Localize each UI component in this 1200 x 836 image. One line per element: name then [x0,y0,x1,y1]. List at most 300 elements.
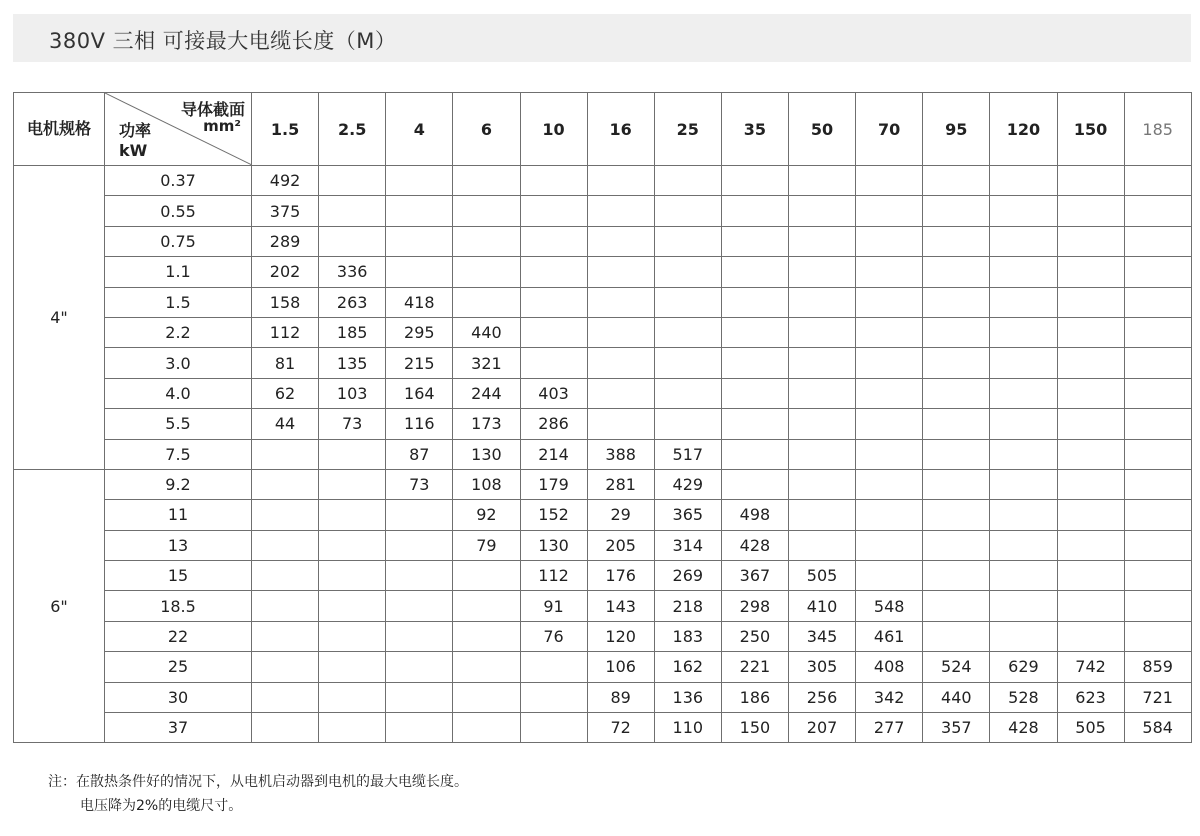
corner-header [105,93,252,166]
length-cell [1124,530,1191,560]
length-cell [587,196,654,226]
power-cell: 30 [105,682,252,712]
length-cell: 120 [587,621,654,651]
length-cell: 73 [319,409,386,439]
column-header: 50 [789,93,856,166]
section-header-label: 导体截面 [180,100,245,119]
length-cell [990,287,1057,317]
length-cell: 321 [453,348,520,378]
length-cell: 256 [789,682,856,712]
length-cell: 548 [856,591,923,621]
column-header: 70 [856,93,923,166]
length-cell [789,530,856,560]
length-cell [386,561,453,591]
length-cell [1124,469,1191,499]
length-cell: 221 [721,652,788,682]
length-cell: 629 [990,652,1057,682]
length-cell: 492 [252,166,319,196]
length-cell [587,409,654,439]
length-cell: 136 [654,682,721,712]
power-header-label [119,121,151,161]
length-cell [1124,257,1191,287]
length-cell [453,257,520,287]
length-cell: 429 [654,469,721,499]
length-cell [789,469,856,499]
column-header: 120 [990,93,1057,166]
length-cell [1057,317,1124,347]
length-cell: 524 [923,652,990,682]
length-cell: 721 [1124,682,1191,712]
length-cell: 106 [587,652,654,682]
length-cell [789,196,856,226]
length-cell [789,226,856,256]
length-cell [319,439,386,469]
length-cell [386,530,453,560]
length-cell [923,409,990,439]
length-cell: 281 [587,469,654,499]
power-cell: 1.5 [105,287,252,317]
length-cell [386,166,453,196]
length-cell: 135 [319,348,386,378]
length-cell [587,226,654,256]
length-cell [1057,287,1124,317]
table-row [14,196,1192,226]
length-cell [654,378,721,408]
length-cell: 183 [654,621,721,651]
column-header: 25 [654,93,721,166]
length-cell: 365 [654,500,721,530]
column-header: 4 [386,93,453,166]
power-cell: 1.1 [105,257,252,287]
column-header: 1.5 [252,93,319,166]
length-cell [319,561,386,591]
length-cell: 158 [252,287,319,317]
column-header: 185 [1124,93,1191,166]
length-cell [721,348,788,378]
power-cell: 0.75 [105,226,252,256]
footnote-line-1: 注：在散热条件好的情况下，从电机启动器到电机的最大电缆长度。 [48,774,468,790]
length-cell [721,166,788,196]
length-cell: 295 [386,317,453,347]
length-cell [453,713,520,743]
length-cell [386,713,453,743]
power-cell: 25 [105,652,252,682]
length-cell [520,196,587,226]
table-row [14,317,1192,347]
length-cell: 528 [990,682,1057,712]
length-cell [923,287,990,317]
length-cell: 143 [587,591,654,621]
length-cell: 76 [520,621,587,651]
length-cell [1057,530,1124,560]
power-label: 功率 [119,121,152,140]
power-cell: 2.2 [105,317,252,347]
length-cell [1057,469,1124,499]
table-row [14,621,1192,651]
length-cell [856,166,923,196]
power-cell: 18.5 [105,591,252,621]
length-cell [856,287,923,317]
length-cell [990,317,1057,347]
length-cell [1057,348,1124,378]
length-cell [856,317,923,347]
length-cell [453,621,520,651]
length-cell: 388 [587,439,654,469]
length-cell [789,409,856,439]
length-cell [520,166,587,196]
table-row [14,652,1192,682]
length-cell [856,226,923,256]
length-cell [856,439,923,469]
length-cell: 375 [252,196,319,226]
table-row [14,591,1192,621]
length-cell [453,287,520,317]
length-cell [252,621,319,651]
length-cell [587,348,654,378]
length-cell [923,196,990,226]
length-cell [319,682,386,712]
length-cell [386,196,453,226]
length-cell [252,713,319,743]
motor-spec-cell: 4" [14,166,105,470]
length-cell [721,196,788,226]
length-cell [654,287,721,317]
length-cell: 130 [453,439,520,469]
power-cell: 11 [105,500,252,530]
cable-length-table [13,92,1192,743]
length-cell [923,317,990,347]
length-cell: 162 [654,652,721,682]
length-cell: 289 [252,226,319,256]
length-cell [721,226,788,256]
length-cell [1057,166,1124,196]
length-cell [1057,621,1124,651]
length-cell [252,500,319,530]
length-cell [789,287,856,317]
length-cell: 440 [453,317,520,347]
length-cell [923,591,990,621]
length-cell [990,530,1057,560]
length-cell [990,409,1057,439]
length-cell [520,257,587,287]
length-cell: 428 [990,713,1057,743]
length-cell: 418 [386,287,453,317]
page-title: 380V 三相 可接最大电缆长度（M） [49,29,397,53]
length-cell [1057,257,1124,287]
length-cell [453,196,520,226]
title-bar [13,14,1191,62]
length-cell: 130 [520,530,587,560]
length-cell [252,682,319,712]
length-cell: 205 [587,530,654,560]
length-cell [453,591,520,621]
table-row [14,439,1192,469]
length-cell: 152 [520,500,587,530]
length-cell [252,469,319,499]
length-cell: 277 [856,713,923,743]
length-cell [319,652,386,682]
length-cell: 164 [386,378,453,408]
length-cell: 345 [789,621,856,651]
length-cell: 215 [386,348,453,378]
length-cell [721,439,788,469]
length-cell [252,652,319,682]
length-cell [654,226,721,256]
length-cell [721,287,788,317]
length-cell [789,257,856,287]
power-cell: 7.5 [105,439,252,469]
length-cell [453,561,520,591]
length-cell: 305 [789,652,856,682]
footnote [48,770,468,818]
length-cell [520,652,587,682]
length-cell: 103 [319,378,386,408]
power-cell: 3.0 [105,348,252,378]
length-cell [923,226,990,256]
length-cell [386,682,453,712]
length-cell: 314 [654,530,721,560]
column-header: 95 [923,93,990,166]
length-cell: 112 [252,317,319,347]
power-cell: 0.55 [105,196,252,226]
length-cell [319,591,386,621]
length-cell [856,469,923,499]
length-cell [923,469,990,499]
length-cell: 357 [923,713,990,743]
length-cell: 408 [856,652,923,682]
length-cell [587,287,654,317]
length-cell [1124,439,1191,469]
length-cell: 150 [721,713,788,743]
length-cell: 403 [520,378,587,408]
length-cell: 91 [520,591,587,621]
length-cell: 29 [587,500,654,530]
length-cell [1057,561,1124,591]
length-cell [789,317,856,347]
length-cell: 298 [721,591,788,621]
length-cell [252,561,319,591]
length-cell [1124,378,1191,408]
length-cell [856,500,923,530]
length-cell [453,226,520,256]
length-cell [654,166,721,196]
length-cell [721,257,788,287]
length-cell [520,226,587,256]
length-cell [721,469,788,499]
length-cell [654,317,721,347]
length-cell: 44 [252,409,319,439]
power-cell: 5.5 [105,409,252,439]
length-cell [654,409,721,439]
length-cell [1124,500,1191,530]
length-cell: 336 [319,257,386,287]
length-cell [654,196,721,226]
length-cell [453,166,520,196]
power-cell: 15 [105,561,252,591]
length-cell: 92 [453,500,520,530]
length-cell: 342 [856,682,923,712]
length-cell [1124,348,1191,378]
table-row [14,713,1192,743]
length-cell [856,348,923,378]
length-cell: 186 [721,682,788,712]
length-cell: 72 [587,713,654,743]
column-header: 16 [587,93,654,166]
length-cell [1057,500,1124,530]
power-cell: 37 [105,713,252,743]
length-cell [386,652,453,682]
length-cell: 505 [1057,713,1124,743]
length-cell: 440 [923,682,990,712]
length-cell: 110 [654,713,721,743]
length-cell [1124,226,1191,256]
length-cell [923,257,990,287]
length-cell [1124,621,1191,651]
length-cell [990,196,1057,226]
length-cell [856,196,923,226]
length-cell [990,439,1057,469]
length-cell [990,621,1057,651]
length-cell [721,378,788,408]
table-header-row [14,93,1192,166]
length-cell [1124,317,1191,347]
length-cell [319,226,386,256]
power-cell: 13 [105,530,252,560]
length-cell: 505 [789,561,856,591]
length-cell [856,530,923,560]
length-cell [252,439,319,469]
power-cell: 9.2 [105,469,252,499]
length-cell: 81 [252,348,319,378]
table-row [14,166,1192,196]
length-cell [856,561,923,591]
table-body [14,166,1192,743]
spec-header [14,93,105,166]
length-cell [654,257,721,287]
length-cell [453,682,520,712]
length-cell [1057,591,1124,621]
length-cell [319,713,386,743]
section-unit-label: mm² [203,117,241,135]
length-cell [386,257,453,287]
length-cell [1124,561,1191,591]
power-cell: 4.0 [105,378,252,408]
table-row [14,682,1192,712]
length-cell [520,682,587,712]
length-cell [721,409,788,439]
length-cell [990,257,1057,287]
length-cell: 859 [1124,652,1191,682]
length-cell [1057,409,1124,439]
length-cell: 367 [721,561,788,591]
length-cell: 176 [587,561,654,591]
power-cell: 22 [105,621,252,651]
table-row [14,500,1192,530]
length-cell: 244 [453,378,520,408]
length-cell [1124,591,1191,621]
length-cell [1124,166,1191,196]
power-unit-label: kW [119,141,148,160]
spec-header-label: 电机规格 [26,119,91,138]
length-cell [520,287,587,317]
power-cell: 0.37 [105,166,252,196]
table-row [14,469,1192,499]
column-header: 10 [520,93,587,166]
length-cell [654,348,721,378]
length-cell [587,166,654,196]
table-row [14,226,1192,256]
column-header: 2.5 [319,93,386,166]
length-cell [923,166,990,196]
length-cell [319,196,386,226]
length-cell [990,469,1057,499]
length-cell: 79 [453,530,520,560]
table-row [14,257,1192,287]
length-cell [856,409,923,439]
length-cell [1124,287,1191,317]
length-cell [789,378,856,408]
length-cell [789,348,856,378]
column-header: 6 [453,93,520,166]
length-cell [990,378,1057,408]
footnote-line-2: 电压降为2%的电缆尺寸。 [80,798,243,814]
length-cell: 185 [319,317,386,347]
column-header: 150 [1057,93,1124,166]
length-cell: 108 [453,469,520,499]
length-cell [923,621,990,651]
length-cell: 173 [453,409,520,439]
length-cell [789,439,856,469]
length-cell [923,348,990,378]
length-cell [856,257,923,287]
length-cell: 623 [1057,682,1124,712]
length-cell: 87 [386,439,453,469]
length-cell [520,713,587,743]
length-cell: 517 [654,439,721,469]
length-cell: 286 [520,409,587,439]
length-cell: 202 [252,257,319,287]
table-row [14,378,1192,408]
length-cell: 250 [721,621,788,651]
length-cell: 742 [1057,652,1124,682]
length-cell [1057,226,1124,256]
length-cell [990,591,1057,621]
length-cell [923,561,990,591]
table-row [14,409,1192,439]
length-cell [721,317,788,347]
motor-spec-cell: 6" [14,469,105,743]
length-cell [990,226,1057,256]
length-cell [1057,196,1124,226]
length-cell: 584 [1124,713,1191,743]
length-cell [587,378,654,408]
length-cell [252,591,319,621]
length-cell: 73 [386,469,453,499]
length-cell [386,591,453,621]
length-cell: 214 [520,439,587,469]
length-cell [520,317,587,347]
table-row [14,561,1192,591]
length-cell [856,378,923,408]
length-cell: 410 [789,591,856,621]
table-row [14,348,1192,378]
length-cell [386,621,453,651]
length-cell [520,348,587,378]
table-row [14,287,1192,317]
length-cell [923,439,990,469]
length-cell: 112 [520,561,587,591]
length-cell [990,348,1057,378]
